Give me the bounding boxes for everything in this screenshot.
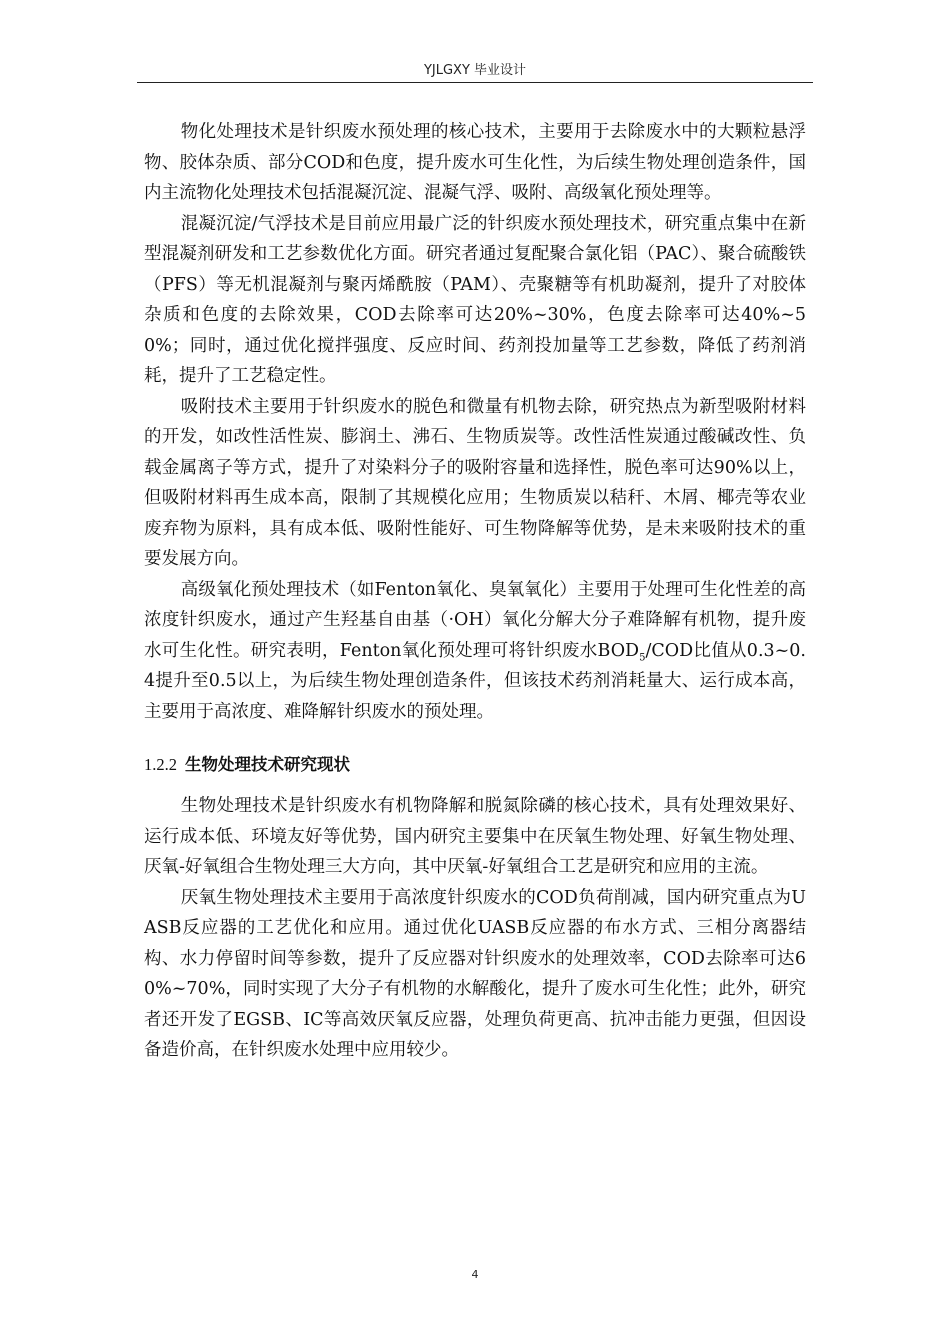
document-body <box>144 117 806 1066</box>
section-number: 1.2.2 <box>144 755 177 774</box>
text-run: 高级氧化预处理技术（如Fenton氧化、臭氧氧化）主要用于处理可生化性差的高浓度针织废水，通过产生羟基自由基（·OH）氧化分解大分子难降解有机物，提升废水可生化性。研究表明，Fenton氧化预处理可将针织废水BOD <box>144 579 806 661</box>
paragraph: 混凝沉淀/气浮技术是目前应用最广泛的针织废水预处理技术，研究重点集中在新型混凝剂研发和工艺参数优化方面。研究者通过复配聚合氯化铝（PAC）、聚合硫酸铁（PFS）等无机混凝剂与聚丙烯酰胺（PAM）、壳聚糖等有机助凝剂，提升了对胶体杂质和色度的去除效果，COD去除率可达20%~30%，色度去除率可达40%~50%；同时，通过优化搅拌强度、反应时间、药剂投加量等工艺参数，降低了药剂消耗，提升了工艺稳定性。 <box>144 213 806 386</box>
page-number: 4 <box>471 1268 479 1281</box>
paragraph: 吸附技术主要用于针织废水的脱色和微量有机物去除，研究热点为新型吸附材料的开发，如改性活性炭、膨润土、沸石、生物质炭等。改性活性炭通过酸碱改性、负载金属离子等方式，提升了对染料分子的吸附容量和选择性，脱色率可达90%以上，但吸附材料再生成本高，限制了其规模化应用；生物质炭以秸秆、木屑、椰壳等农业废弃物为原料，具有成本低、吸附性能好、可生物降解等优势，是未来吸附技术的重要发展方向。 <box>144 396 806 569</box>
paragraph <box>144 575 806 728</box>
paragraph: 物化处理技术是针织废水预处理的核心技术，主要用于去除废水中的大颗粒悬浮物、胶体杂质、部分COD和色度，提升废水可生化性，为后续生物处理创造条件，国内主流物化处理技术包括混凝沉淀、混凝气浮、吸附、高级氧化预处理等。 <box>144 122 806 203</box>
page-header: YJLGXY 毕业设计 <box>137 60 813 83</box>
section-title: 生物处理技术研究现状 <box>185 755 350 774</box>
paragraph: 厌氧生物处理技术主要用于高浓度针织废水的COD负荷削减，国内研究重点为UASB反应器的工艺优化和应用。通过优化UASB反应器的布水方式、三相分离器结构、水力停留时间等参数，提升了反应器对针织废水的处理效率，COD去除率可达60%~70%，同时实现了大分子有机物的水解酸化，提升了废水可生化性；此外，研究者还开发了EGSB、IC等高效厌氧反应器，处理负荷更高、抗冲击能力更强，但因设备造价高，在针织废水处理中应用较少。 <box>144 887 806 1060</box>
paragraph: 生物处理技术是针织废水有机物降解和脱氮除磷的核心技术，具有处理效果好、运行成本低、环境友好等优势，国内研究主要集中在厌氧生物处理、好氧生物处理、厌氧-好氧组合生物处理三大方向，其中厌氧-好氧组合工艺是研究和应用的主流。 <box>144 796 806 877</box>
subscript: 5 <box>639 652 646 663</box>
text-run: /COD比值从0.3~0.4提升至0.5以上，为后续生物处理创造条件，但该技术药剂消耗量大、运行成本高，主要用于高浓度、难降解针织废水的预处理。 <box>144 640 806 722</box>
section-heading <box>144 727 806 791</box>
